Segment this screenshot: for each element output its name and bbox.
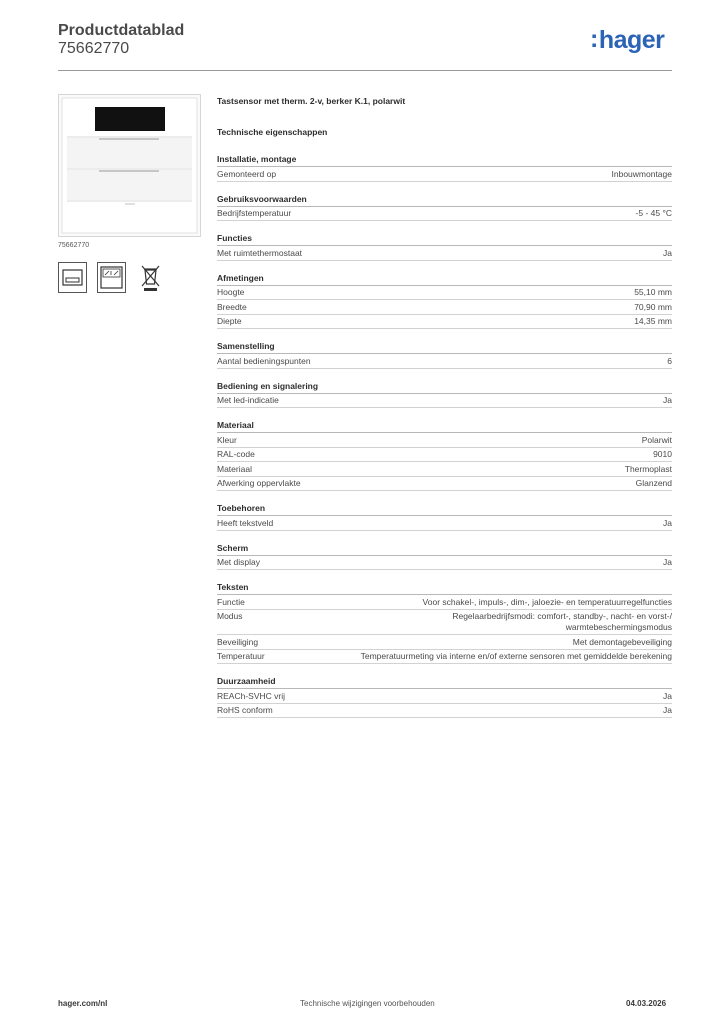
property-row bbox=[217, 167, 672, 182]
header-divider bbox=[58, 70, 672, 71]
property-group bbox=[217, 420, 672, 491]
property-label: Heeft tekstveld bbox=[217, 517, 274, 528]
thermostat-display-icon bbox=[97, 262, 126, 293]
product-reference: 75662770 bbox=[58, 242, 90, 249]
property-group bbox=[217, 273, 672, 330]
property-row bbox=[217, 433, 672, 448]
property-label: Diepte bbox=[217, 316, 242, 326]
property-label: Kleur bbox=[217, 434, 237, 445]
group-title: Toebehoren bbox=[217, 503, 672, 516]
property-value: Glanzend bbox=[635, 478, 672, 488]
property-group bbox=[217, 582, 672, 664]
property-row bbox=[217, 689, 672, 704]
property-row bbox=[217, 650, 672, 665]
property-row bbox=[217, 704, 672, 719]
property-label: Functie bbox=[217, 596, 245, 607]
property-groups bbox=[217, 154, 672, 718]
group-title: Afmetingen bbox=[217, 273, 672, 286]
property-row bbox=[217, 300, 672, 315]
property-label: Aantal bedieningspunten bbox=[217, 355, 311, 366]
property-label: RoHS conform bbox=[217, 705, 273, 715]
group-title: Scherm bbox=[217, 543, 672, 556]
property-label: Temperatuur bbox=[217, 651, 265, 661]
property-label: Breedte bbox=[217, 301, 247, 312]
group-title: Bediening en signalering bbox=[217, 381, 672, 394]
property-row bbox=[217, 610, 672, 636]
header-product-number: 75662770 bbox=[58, 40, 130, 57]
property-value: 55,10 mm bbox=[634, 287, 672, 297]
property-label: RAL-code bbox=[217, 449, 255, 459]
property-value: Regelaarbedrijfsmodi: comfort-, standby-, nacht- en vorst-/ warmtebeschermingsmodus bbox=[452, 611, 672, 632]
property-row bbox=[217, 462, 672, 477]
property-label: Bedrijfstemperatuur bbox=[217, 208, 292, 218]
property-group bbox=[217, 233, 672, 261]
property-value: -5 - 45 °C bbox=[635, 208, 672, 218]
property-row bbox=[217, 286, 672, 301]
property-value: Inbouwmontage bbox=[611, 168, 672, 179]
property-label: Met led-indicatie bbox=[217, 395, 279, 405]
property-group bbox=[217, 154, 672, 182]
property-row bbox=[217, 477, 672, 492]
property-group bbox=[217, 503, 672, 531]
brand-name: hager bbox=[598, 26, 665, 54]
property-value: 9010 bbox=[653, 449, 672, 459]
property-row bbox=[217, 448, 672, 463]
property-row bbox=[217, 635, 672, 650]
property-label: Afwerking oppervlakte bbox=[217, 478, 301, 488]
product-image bbox=[58, 94, 201, 237]
property-value: Met demontagebeveiliging bbox=[572, 636, 672, 647]
property-label: Materiaal bbox=[217, 463, 252, 474]
property-group bbox=[217, 381, 672, 409]
property-row bbox=[217, 246, 672, 261]
property-value: Ja bbox=[663, 247, 672, 258]
group-title: Duurzaamheid bbox=[217, 676, 672, 689]
property-row bbox=[217, 394, 672, 409]
property-value: Ja bbox=[663, 557, 672, 567]
property-value: Ja bbox=[663, 705, 672, 715]
property-value: Ja bbox=[663, 517, 672, 528]
property-label: Met display bbox=[217, 557, 260, 567]
property-row bbox=[217, 354, 672, 369]
property-row bbox=[217, 315, 672, 330]
property-value: Ja bbox=[663, 395, 672, 405]
footer-website: hager.com/nl bbox=[58, 999, 108, 1008]
property-group bbox=[217, 341, 672, 369]
property-value: 6 bbox=[667, 355, 672, 366]
property-value: Voor schakel-, impuls-, dim-, jaloezie- en temperatuurregelfuncties bbox=[422, 596, 672, 607]
property-group bbox=[217, 676, 672, 718]
group-title: Installatie, montage bbox=[217, 154, 672, 167]
property-row bbox=[217, 207, 672, 222]
technical-data bbox=[217, 96, 672, 730]
property-label: REACh-SVHC vrij bbox=[217, 690, 286, 701]
property-row bbox=[217, 595, 672, 610]
footer-disclaimer: Technische wijzigingen voorbehouden bbox=[300, 999, 435, 1008]
weee-crossed-bin-icon bbox=[136, 262, 165, 293]
property-value: Temperatuurmeting via interne en/of externe sensoren met gemiddelde berekening bbox=[360, 651, 672, 661]
property-label: Hoogte bbox=[217, 287, 245, 297]
display-device-icon bbox=[58, 262, 87, 293]
property-value: 14,35 mm bbox=[634, 316, 672, 326]
group-title: Samenstelling bbox=[217, 341, 672, 354]
property-row bbox=[217, 516, 672, 531]
property-value: Polarwit bbox=[641, 434, 672, 445]
property-value: Thermoplast bbox=[624, 463, 672, 474]
group-title: Gebruiksvoorwaarden bbox=[217, 194, 672, 207]
hager-logo: :hager bbox=[590, 25, 665, 54]
property-label: Gemonteerd op bbox=[217, 168, 277, 179]
group-title: Teksten bbox=[217, 582, 672, 595]
section-heading: Technische eigenschappen bbox=[217, 127, 328, 137]
property-row bbox=[217, 556, 672, 571]
property-label: Beveiliging bbox=[217, 636, 259, 647]
property-label: Met ruimtethermostaat bbox=[217, 247, 303, 258]
group-title: Functies bbox=[217, 233, 672, 246]
header-title: Productdatablad bbox=[58, 22, 185, 39]
property-value: 70,90 mm bbox=[634, 301, 672, 312]
footer-date: 04.03.2026 bbox=[626, 999, 667, 1008]
property-group bbox=[217, 194, 672, 222]
property-label: Modus bbox=[217, 611, 243, 621]
property-group bbox=[217, 543, 672, 571]
group-title: Materiaal bbox=[217, 420, 672, 433]
product-title: Tastsensor met therm. 2-v, berker K.1, polarwit bbox=[217, 96, 406, 106]
property-value: Ja bbox=[663, 690, 672, 701]
